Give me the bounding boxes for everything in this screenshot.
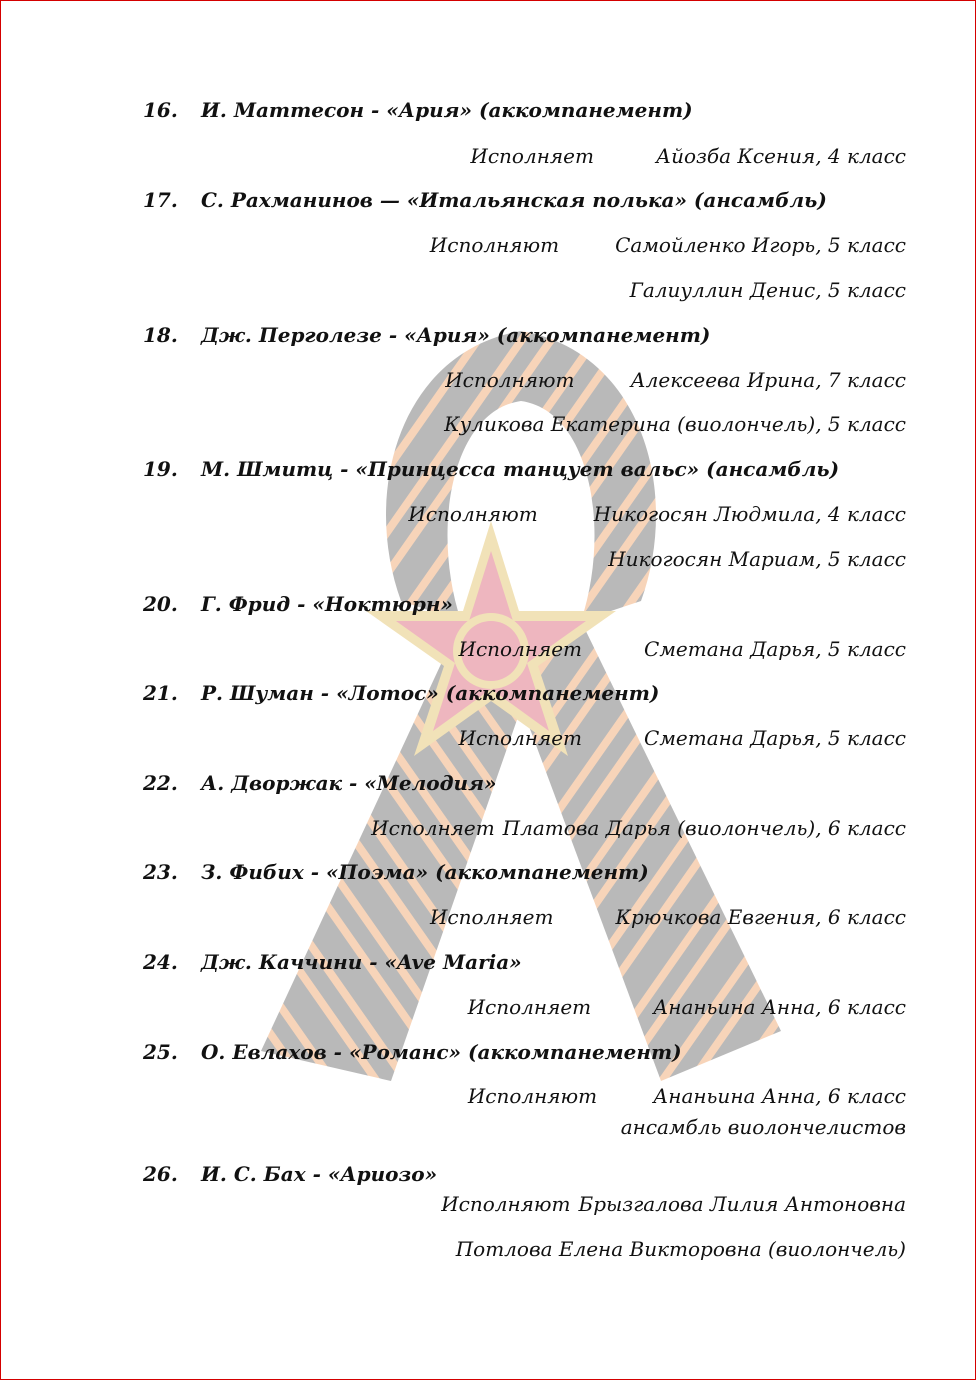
program-item-title: [143, 457, 839, 481]
item-title: Дж. Каччини - «Ave Maria»: [201, 950, 522, 974]
performer-verb: Исполняет: [429, 905, 554, 929]
item-title: О. Евлахов - «Романс» (аккомпанемент): [201, 1040, 682, 1064]
performer-line: [608, 547, 906, 571]
performer-verb: Исполняют: [429, 233, 560, 257]
performer-name: Сметана Дарья, 5 класс: [644, 726, 906, 750]
performer-name: Сметана Дарья, 5 класс: [644, 637, 906, 661]
performer-name: Ананьина Анна, 6 класс: [653, 1084, 906, 1108]
item-title: Г. Фрид - «Ноктюрн»: [201, 592, 453, 616]
performer-name: Галиуллин Денис, 5 класс: [629, 278, 906, 302]
item-number: 17.: [143, 188, 178, 212]
performer-verb: Исполняет: [371, 816, 495, 840]
program-item-title: [143, 1162, 437, 1186]
item-title: Р. Шуман - «Лотос» (аккомпанемент): [201, 681, 660, 705]
performer-verb: Исполняет: [467, 995, 592, 1019]
performer-line: [444, 412, 906, 436]
program-item-title: [143, 860, 649, 884]
performer-line: [445, 368, 906, 392]
item-title: А. Дворжак - «Мелодия»: [201, 771, 497, 795]
item-number: 25.: [143, 1040, 178, 1064]
item-title: Дж. Перголезе - «Ария» (аккомпанемент): [201, 323, 711, 347]
performer-name: Потлова Елена Викторовна (виолончель): [455, 1237, 906, 1261]
performer-name: Алексеева Ирина, 7 класс: [630, 368, 906, 392]
item-number: 19.: [143, 457, 178, 481]
performer-name: Никогосян Людмила, 4 класс: [593, 502, 906, 526]
item-number: 20.: [143, 592, 178, 616]
performer-verb: Исполняют: [445, 368, 575, 392]
performer-verb: Исполняет: [470, 144, 594, 168]
performer-name: ансамбль виолончелистов: [620, 1115, 906, 1139]
item-number: 23.: [143, 860, 178, 884]
program-item-title: [143, 771, 497, 795]
performer-verb: Исполняет: [458, 726, 583, 750]
performer-verb: Исполняют: [467, 1084, 598, 1108]
program-item-title: [143, 592, 453, 616]
performer-verb: Исполняют: [441, 1192, 571, 1216]
performer-name: Ананьина Анна, 6 класс: [653, 995, 906, 1019]
program-item-title: [143, 1040, 682, 1064]
program-list: [1, 1, 975, 1379]
performer-name: Крючкова Евгения, 6 класс: [615, 905, 906, 929]
item-number: 22.: [143, 771, 178, 795]
program-item-title: [143, 323, 710, 347]
performer-line: [459, 726, 907, 750]
performer-name: Самойленко Игорь, 5 класс: [615, 233, 906, 257]
item-title: М. Шмитц - «Принцесса танцует вальс» (ансамбль): [201, 457, 840, 481]
performer-name: Айозба Ксения, 4 класс: [655, 144, 906, 168]
item-number: 24.: [143, 950, 178, 974]
program-item-title: [143, 98, 693, 122]
performer-line: [468, 995, 906, 1019]
program-item-title: [143, 681, 659, 705]
item-title: З. Фибих - «Поэма» (аккомпанемент): [201, 860, 649, 884]
item-number: 16.: [143, 98, 178, 122]
performer-name: Брызгалова Лилия Антоновна: [578, 1192, 906, 1216]
item-title: И. Маттесон - «Ария» (аккомпанемент): [201, 98, 693, 122]
program-item-title: [143, 950, 522, 974]
performer-line: [621, 1115, 906, 1139]
performer-line: [630, 278, 906, 302]
program-item-title: [143, 188, 827, 212]
performer-line: [470, 144, 906, 168]
performer-verb: Исполняют: [408, 502, 538, 526]
performer-line: [459, 637, 907, 661]
performer-line: [468, 1084, 906, 1108]
item-number: 18.: [143, 323, 178, 347]
performer-line: [430, 233, 906, 257]
item-title: С. Рахманинов — «Итальянская полька» (ансамбль): [201, 188, 827, 212]
performer-line: [408, 502, 906, 526]
performer-line: [441, 1192, 906, 1216]
performer-name: Куликова Екатерина (виолончель), 5 класс: [444, 412, 906, 436]
performer-verb: Исполняет: [458, 637, 583, 661]
item-title: И. С. Бах - «Ариозо»: [201, 1162, 438, 1186]
performer-line: [430, 905, 906, 929]
performer-line: [456, 1237, 906, 1261]
performer-name: Никогосян Мариам, 5 класс: [608, 547, 906, 571]
item-number: 21.: [143, 681, 178, 705]
performer-name: Платова Дарья (виолончель), 6 класс: [502, 816, 906, 840]
performer-line: [371, 816, 906, 840]
item-number: 26.: [143, 1162, 178, 1186]
